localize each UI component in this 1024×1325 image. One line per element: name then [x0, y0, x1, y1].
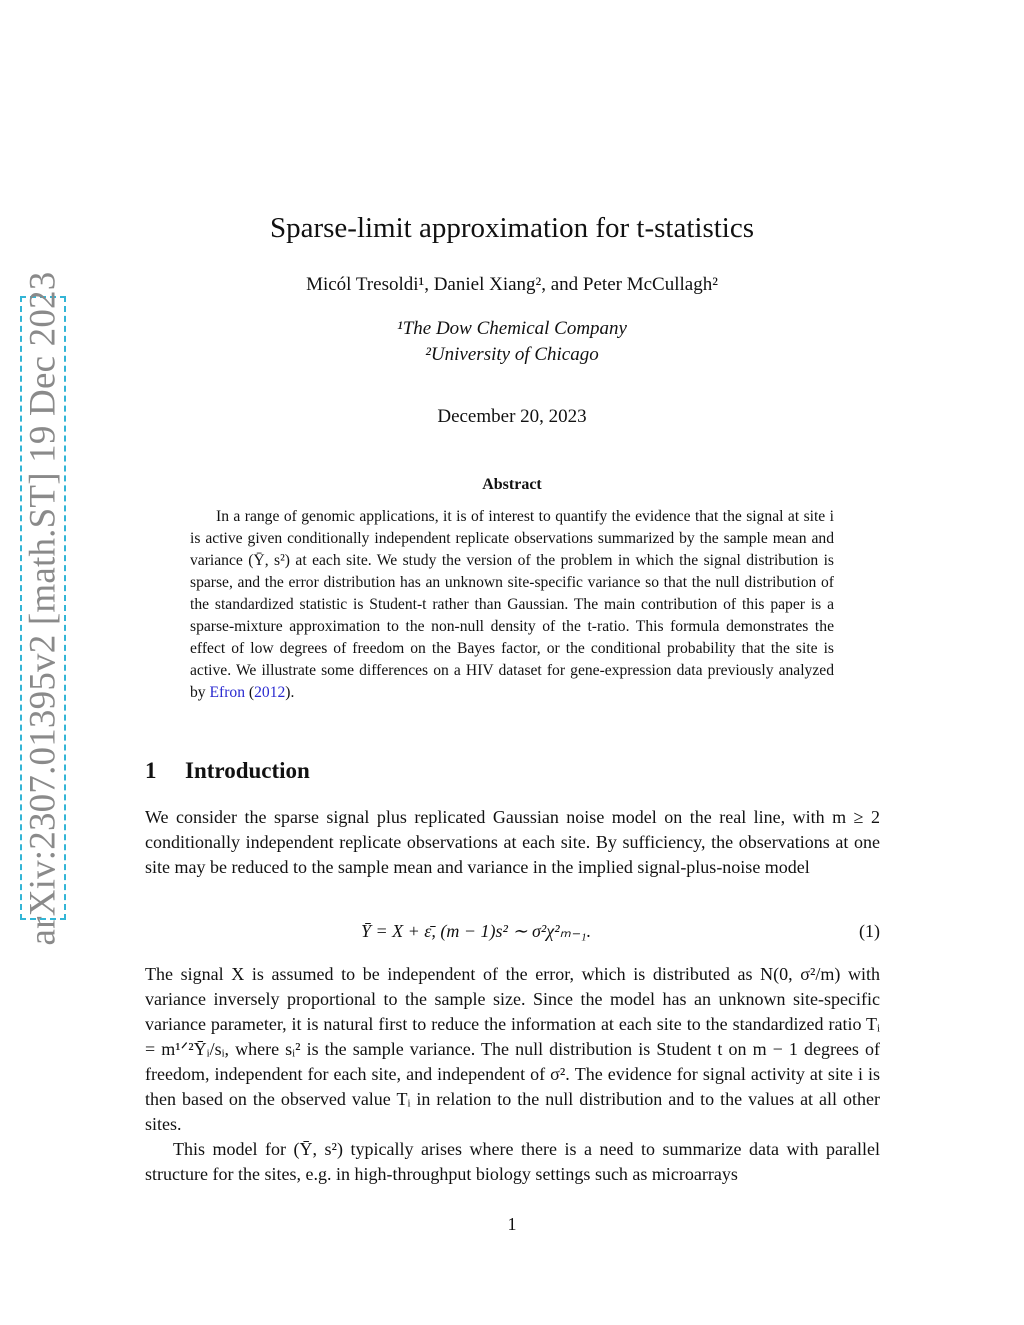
arxiv-stamp-text: arXiv:2307.01395v2 [math.ST] 19 Dec 2023 [22, 271, 64, 945]
citation-link-author[interactable]: Efron [209, 684, 246, 701]
paper-title: Sparse-limit approximation for t-statistics [269, 212, 755, 244]
section-title: Introduction [185, 758, 310, 783]
page-number: 1 [507, 1214, 517, 1234]
affiliation-2: ²University of Chicago [425, 344, 599, 365]
affiliation-1: ¹The Dow Chemical Company [397, 318, 627, 339]
section-number: 1 [145, 758, 157, 783]
abstract-heading: Abstract [482, 476, 542, 493]
arxiv-side-stamp[interactable] [20, 271, 66, 945]
citation-link-year[interactable]: 2012 [254, 684, 286, 701]
abstract-text: In a range of genomic applications, it is of interest to quantify the evidence that the signal at site i is active given conditionally independent replicate observations summarized by the sample mean and variance (Ȳ, s²) at each site. We study the version of the problem in which the signal distribution is sparse, and the error distribution has an unknown site-specific variance so that the null distribution of the standardized statistic is Student-t rather than Gaussian. The main contribution of this paper is a sparse-mixture approximation to the non-null density of the t-ratio. This formula demonstrates the effect of low degrees of freedom on the Bayes factor, or the conditional probability that the site is active. We illustrate some differences on a HIV dataset for gene-expression data previously analyzed by [190, 508, 834, 701]
abstract-body: In a range of genomic applications, it is of interest to quantify the evidence that the signal at site i is active given conditionally independent replicate observations summarized by the sample mean and variance (Ȳ, s²) at each site. We study the version of the problem in which the signal distribution is sparse, and the error distribution has an unknown site-specific variance so that the null distribution of the standardized statistic is Student-t rather than Gaussian. The main contribution of this paper is a sparse-mixture approximation to the non-null density of the t-ratio. This formula demonstrates the effect of low degrees of freedom on the Bayes factor, or the conditional probability that the site is active. We illustrate some differences on a HIV dataset for gene-expression data previously analyzed by Efron (2012). [190, 508, 834, 701]
equation-number: (1) [859, 921, 880, 941]
paper-date: December 20, 2023 [437, 406, 587, 427]
equation-1 [145, 921, 880, 947]
body-paragraph-1: We consider the sparse signal plus replicated Gaussian noise model on the real line, with m ≥ 2 conditionally independent replicate observations at each site. By sufficiency, the observations at one site may be reduced to the sample mean and variance in the implied signal-plus-noise model [145, 807, 880, 877]
equation-body: Ȳ = X + ε̄, (m − 1)s² ∼ σ²χ²ₘ₋₁. [361, 921, 592, 941]
author-list: Micól Tresoldi¹, Daniel Xiang², and Peter McCullagh² [306, 274, 718, 295]
body-paragraph-3: This model for (Ȳ, s²) typically arises where there is a need to summarize data with parallel structure for the sites, e.g. in high-throughput biology settings such as microarrays [145, 1139, 880, 1184]
body-paragraph-2: The signal X is assumed to be independent of the error, which is distributed as N(0, σ²/m) with variance inversely proportional to the sample size. Since the model has an unknown site-specific variance parameter, it is natural first to reduce the information at each site to the standardized ratio Tᵢ = m¹ᐟ²Ȳᵢ/sᵢ, where sᵢ² is the sample variance. The null distribution is Student t on m − 1 degrees of freedom, independent for each site, and independent of σ². The evidence for signal activity at site i is then based on the observed value Tᵢ in relation to the null distribution and to the values at all other sites. [145, 964, 880, 1134]
section-heading [145, 758, 310, 784]
